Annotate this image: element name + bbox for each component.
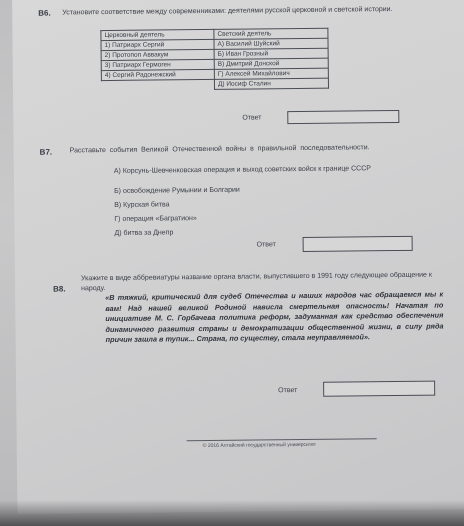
b8-answer-label: Ответ <box>278 387 298 395</box>
table-cell: Б) Иван Грозный <box>214 48 328 59</box>
exam-sheet <box>12 0 464 514</box>
b6-number: В6. <box>38 8 51 18</box>
table-header-cell: Светский деятель <box>214 28 328 39</box>
b7-item-c: В) Курская битва <box>114 201 170 209</box>
table-cell <box>101 79 214 90</box>
table-cell: 4) Сергий Радонежский <box>101 69 214 80</box>
table-header-cell: Церковный деятель <box>101 29 214 40</box>
b8-quote: «В тяжкий, критический для судеб Отечества и наших народов час обращаемся мы к вам! Над нашей великой Родиной нависла смертельная опасность! Начатая по инициативе М. С. Горбачева политика реформ, задуманная как средство обеспечения динамичного развития страны и демократизации общественной жизни, в силу ряда причин зашла в тупик... Страна, по существу, стала неуправляемой». <box>105 289 444 345</box>
b7-item-d: Г) операция «Багратион» <box>114 215 197 223</box>
table-cell: 3) Патриарх Гермоген <box>101 59 214 70</box>
b6-question-text: Установите соответствие между современниками: деятелями русской церковной и светской истории. <box>62 6 393 17</box>
table-cell: 2) Протопоп Аввакум <box>101 49 214 60</box>
b8-question-text: Укажите в виде аббревиатуры название органа власти, выпустившего в 1991 году следующее обращение к народу. <box>80 271 432 293</box>
b7-item-a: А) Корсунь-Шевченковская операция и выход советских войск к границе СССР <box>113 165 371 175</box>
table-cell: В) Дмитрий Донской <box>214 58 328 69</box>
b6-match-table <box>100 28 329 91</box>
b7-item-e: Д) битва за Днепр <box>114 229 174 237</box>
b8-number: В8. <box>53 284 66 294</box>
b7-answer-label: Ответ <box>256 241 276 249</box>
b6-answer-label: Ответ <box>242 114 262 122</box>
b6-answer-field[interactable] <box>287 110 399 124</box>
table-cell: А) Василий Шуйский <box>214 38 328 49</box>
b7-answer-field[interactable] <box>303 236 413 252</box>
b7-question-text: Расставьте события Великой Отечественной войны в правильной последовательности. <box>69 144 370 155</box>
table-row <box>101 78 328 90</box>
b7-number: В7. <box>39 147 53 157</box>
footer-divider <box>187 438 377 441</box>
b7-item-b: Б) освобождение Румынии и Болгарии <box>114 186 240 195</box>
photo-shadow <box>0 500 464 526</box>
table-cell: Д) Иосиф Сталин <box>214 78 328 89</box>
b8-answer-field[interactable] <box>323 381 435 397</box>
table-cell: 1) Патриарх Сергий <box>101 39 214 50</box>
table-cell: Г) Алексей Михайлович <box>214 68 328 79</box>
footer-copyright: © 2016 Алтайский государственный университет <box>202 441 317 450</box>
